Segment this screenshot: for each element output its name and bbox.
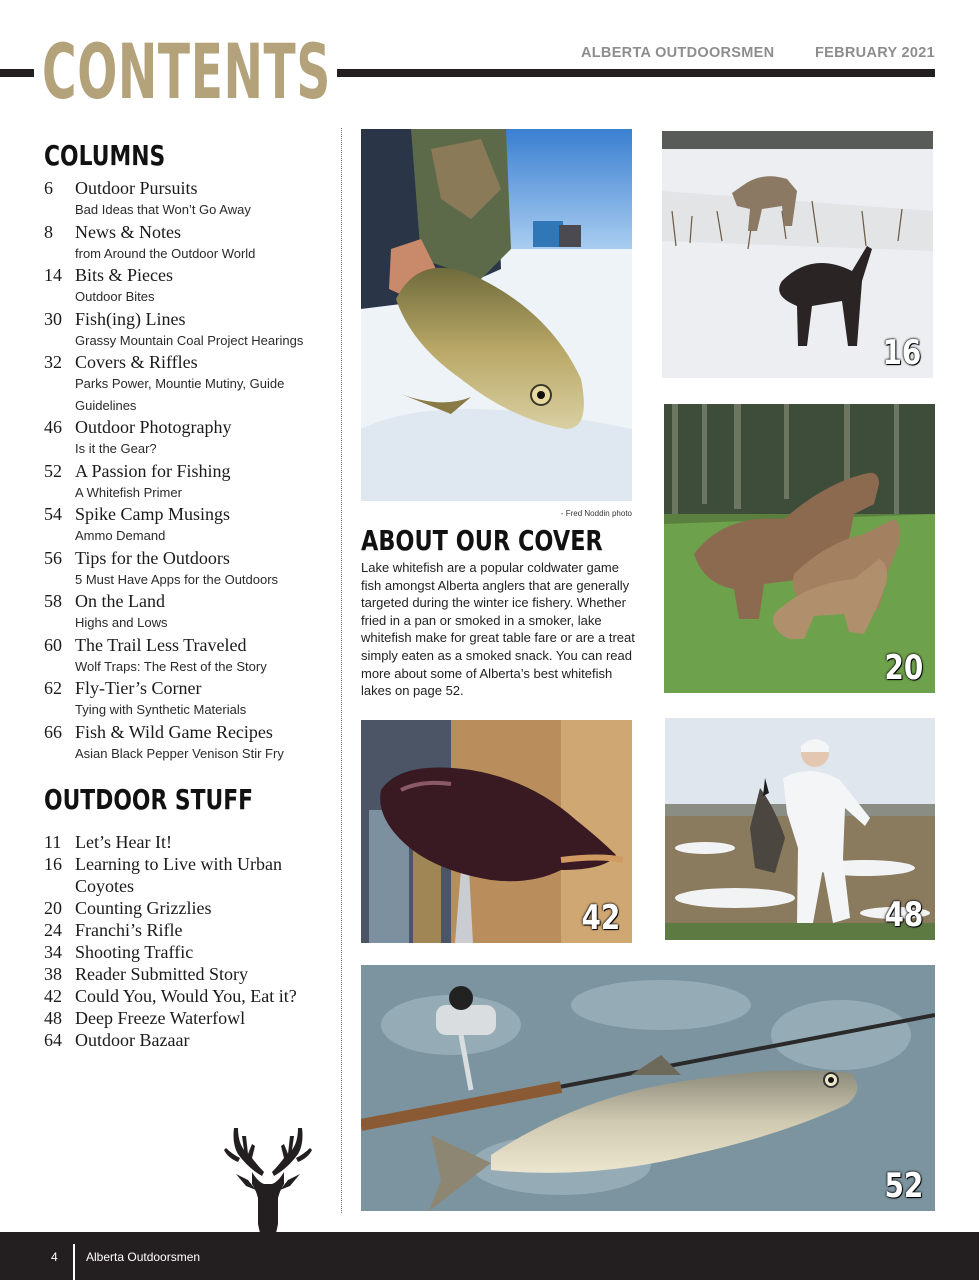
toc-title: Covers & Riffles: [75, 352, 198, 372]
page-tag-coyotes: 16: [882, 333, 921, 373]
toc-entry[interactable]: [44, 503, 334, 547]
header-rule-right: [337, 69, 935, 77]
toc-subtitle: Bad Ideas that Won’t Go Away: [75, 202, 251, 217]
page-title: CONTENTS: [42, 27, 331, 116]
toc-subtitle: Ammo Demand: [75, 528, 166, 543]
deer-head-icon: [218, 1124, 318, 1256]
footer-publication: Alberta Outdoorsmen: [86, 1250, 201, 1264]
toc-title: A Passion for Fishing: [75, 460, 231, 481]
waterfowl-photo[interactable]: [665, 718, 935, 940]
toc-subtitle: Highs and Lows: [75, 615, 168, 630]
toc-page-number: 8: [44, 221, 53, 242]
toc-entry[interactable]: [44, 897, 334, 919]
toc-entry[interactable]: [44, 221, 334, 265]
toc-title: Outdoor Pursuits: [75, 178, 198, 198]
toc-page-number: 16: [44, 854, 62, 874]
column-divider: [341, 128, 342, 1213]
page-tag-whitefish: 52: [884, 1166, 923, 1206]
toc-page-number: 38: [44, 964, 62, 984]
whitefish-hand-image: [361, 129, 632, 501]
cover-photo[interactable]: [361, 129, 632, 501]
toc-title: Spike Camp Musings: [75, 504, 231, 524]
grizzly-photo[interactable]: [664, 404, 935, 693]
about-cover-text: Lake whitefish are a popular coldwater game fish amongst Alberta anglers that are generally targeted during the winter ice fishery. Whether fried in a pan or smoked in a smoker, lake whitefish make for great table fare or are a treat simply eaten as a smoked snack. You can read more about some of Alberta’s best whitefish lakes on page 52.: [361, 560, 635, 699]
toc-title: Fly-Tier’s Corner: [75, 678, 202, 698]
toc-entry[interactable]: [44, 1007, 334, 1029]
toc-entry[interactable]: [44, 634, 334, 678]
toc-title: Outdoor Photography: [75, 417, 232, 437]
toc-entry[interactable]: [44, 853, 334, 897]
toc-page-number: 48: [44, 1008, 62, 1028]
toc-page-number: 58: [44, 591, 62, 611]
toc-title: News & Notes: [75, 221, 181, 242]
toc-title: Fish & Wild Game Recipes: [75, 721, 273, 742]
issue-date: FEBRUARY 2021: [815, 45, 935, 61]
toc-entry[interactable]: [44, 351, 334, 416]
magazine-name: ALBERTA OUTDOORSMEN: [581, 45, 775, 61]
about-cover-heading: ABOUT OUR COVER: [361, 524, 603, 557]
photo-credit: - Fred Noddin photo: [560, 509, 632, 518]
toc-entry[interactable]: [44, 963, 334, 985]
toc-page-number: 56: [44, 547, 62, 568]
toc-title: Outdoor Bazaar: [75, 1030, 190, 1050]
toc-page-number: 66: [44, 721, 62, 742]
toc-subtitle: Tying with Synthetic Materials: [75, 702, 247, 717]
toc-title: Shooting Traffic: [75, 942, 194, 962]
toc-page-number: 24: [44, 920, 62, 940]
toc-title: Fish(ing) Lines: [75, 308, 186, 329]
whitefish-photo[interactable]: [361, 965, 935, 1211]
toc-entry[interactable]: [44, 177, 334, 221]
toc-page-number: 46: [44, 417, 62, 437]
toc-entry[interactable]: [44, 919, 334, 941]
toc-page-number: 14: [44, 265, 62, 285]
toc-subtitle: Is it the Gear?: [75, 441, 157, 456]
toc-entry[interactable]: [44, 677, 334, 721]
page-tag-grizzlies: 20: [884, 648, 923, 688]
toc-entry[interactable]: [44, 1029, 334, 1051]
toc-subtitle: Asian Black Pepper Venison Stir Fry: [75, 745, 284, 761]
toc-title: Deep Freeze Waterfowl: [75, 1008, 246, 1028]
columns-heading: COLUMNS: [44, 139, 166, 172]
toc-entry[interactable]: [44, 721, 334, 765]
toc-subtitle: Grassy Mountain Coal Project Hearings: [75, 332, 304, 348]
toc-entry[interactable]: [44, 590, 334, 634]
toc-page-number: 20: [44, 898, 62, 918]
toc-page-number: 34: [44, 942, 62, 962]
coyote-photo[interactable]: [662, 131, 933, 378]
toc-subtitle: A Whitefish Primer: [75, 484, 182, 500]
toc-title: The Trail Less Traveled: [75, 634, 247, 655]
toc-page-number: 52: [44, 460, 62, 481]
toc-title: Reader Submitted Story: [75, 964, 248, 984]
toc-page-number: 54: [44, 504, 62, 524]
columns-list: [44, 177, 334, 764]
outdoor-stuff-heading: OUTDOOR STUFF: [44, 783, 254, 816]
toc-title: Let’s Hear It!: [75, 832, 172, 852]
toc-entry[interactable]: [44, 831, 334, 853]
toc-page-number: 64: [44, 1030, 62, 1050]
toc-page-number: 32: [44, 352, 62, 372]
whitefish-rod-image: [361, 965, 935, 1211]
header-rule-left: [0, 69, 34, 77]
toc-title: Bits & Pieces: [75, 265, 173, 285]
toc-title: Tips for the Outdoors: [75, 547, 230, 568]
toc-title: Could You, Would You, Eat it?: [75, 986, 297, 1006]
toc-page-number: 42: [44, 986, 62, 1006]
toc-page-number: 6: [44, 178, 53, 198]
toc-subtitle: Parks Power, Mountie Mutiny, Guide Guidelines: [75, 376, 285, 413]
toc-subtitle: 5 Must Have Apps for the Outdoors: [75, 571, 279, 587]
toc-title: Learning to Live with Urban Coyotes: [75, 854, 282, 896]
food-photo[interactable]: [361, 720, 632, 943]
toc-entry[interactable]: [44, 460, 334, 504]
toc-page-number: 62: [44, 678, 62, 698]
toc-entry[interactable]: [44, 941, 334, 963]
toc-subtitle: from Around the Outdoor World: [75, 245, 256, 261]
toc-subtitle: Outdoor Bites: [75, 289, 155, 304]
toc-subtitle: Wolf Traps: The Rest of the Story: [75, 658, 267, 674]
toc-entry[interactable]: [44, 308, 334, 352]
toc-title: On the Land: [75, 591, 165, 611]
outdoor-stuff-list: [44, 831, 334, 1051]
toc-page-number: 11: [44, 832, 62, 852]
page-tag-waterfowl: 48: [884, 895, 923, 935]
toc-entry[interactable]: [44, 547, 334, 591]
toc-entry[interactable]: [44, 264, 334, 308]
footer-page-number: 4: [51, 1250, 58, 1264]
toc-title: Counting Grizzlies: [75, 898, 212, 918]
toc-title: Franchi’s Rifle: [75, 920, 183, 940]
toc-entry[interactable]: [44, 985, 334, 1007]
toc-page-number: 30: [44, 308, 62, 329]
toc-entry[interactable]: [44, 416, 334, 460]
footer-separator: [73, 1244, 75, 1280]
toc-page-number: 60: [44, 634, 62, 655]
page-tag-food: 42: [581, 898, 620, 938]
